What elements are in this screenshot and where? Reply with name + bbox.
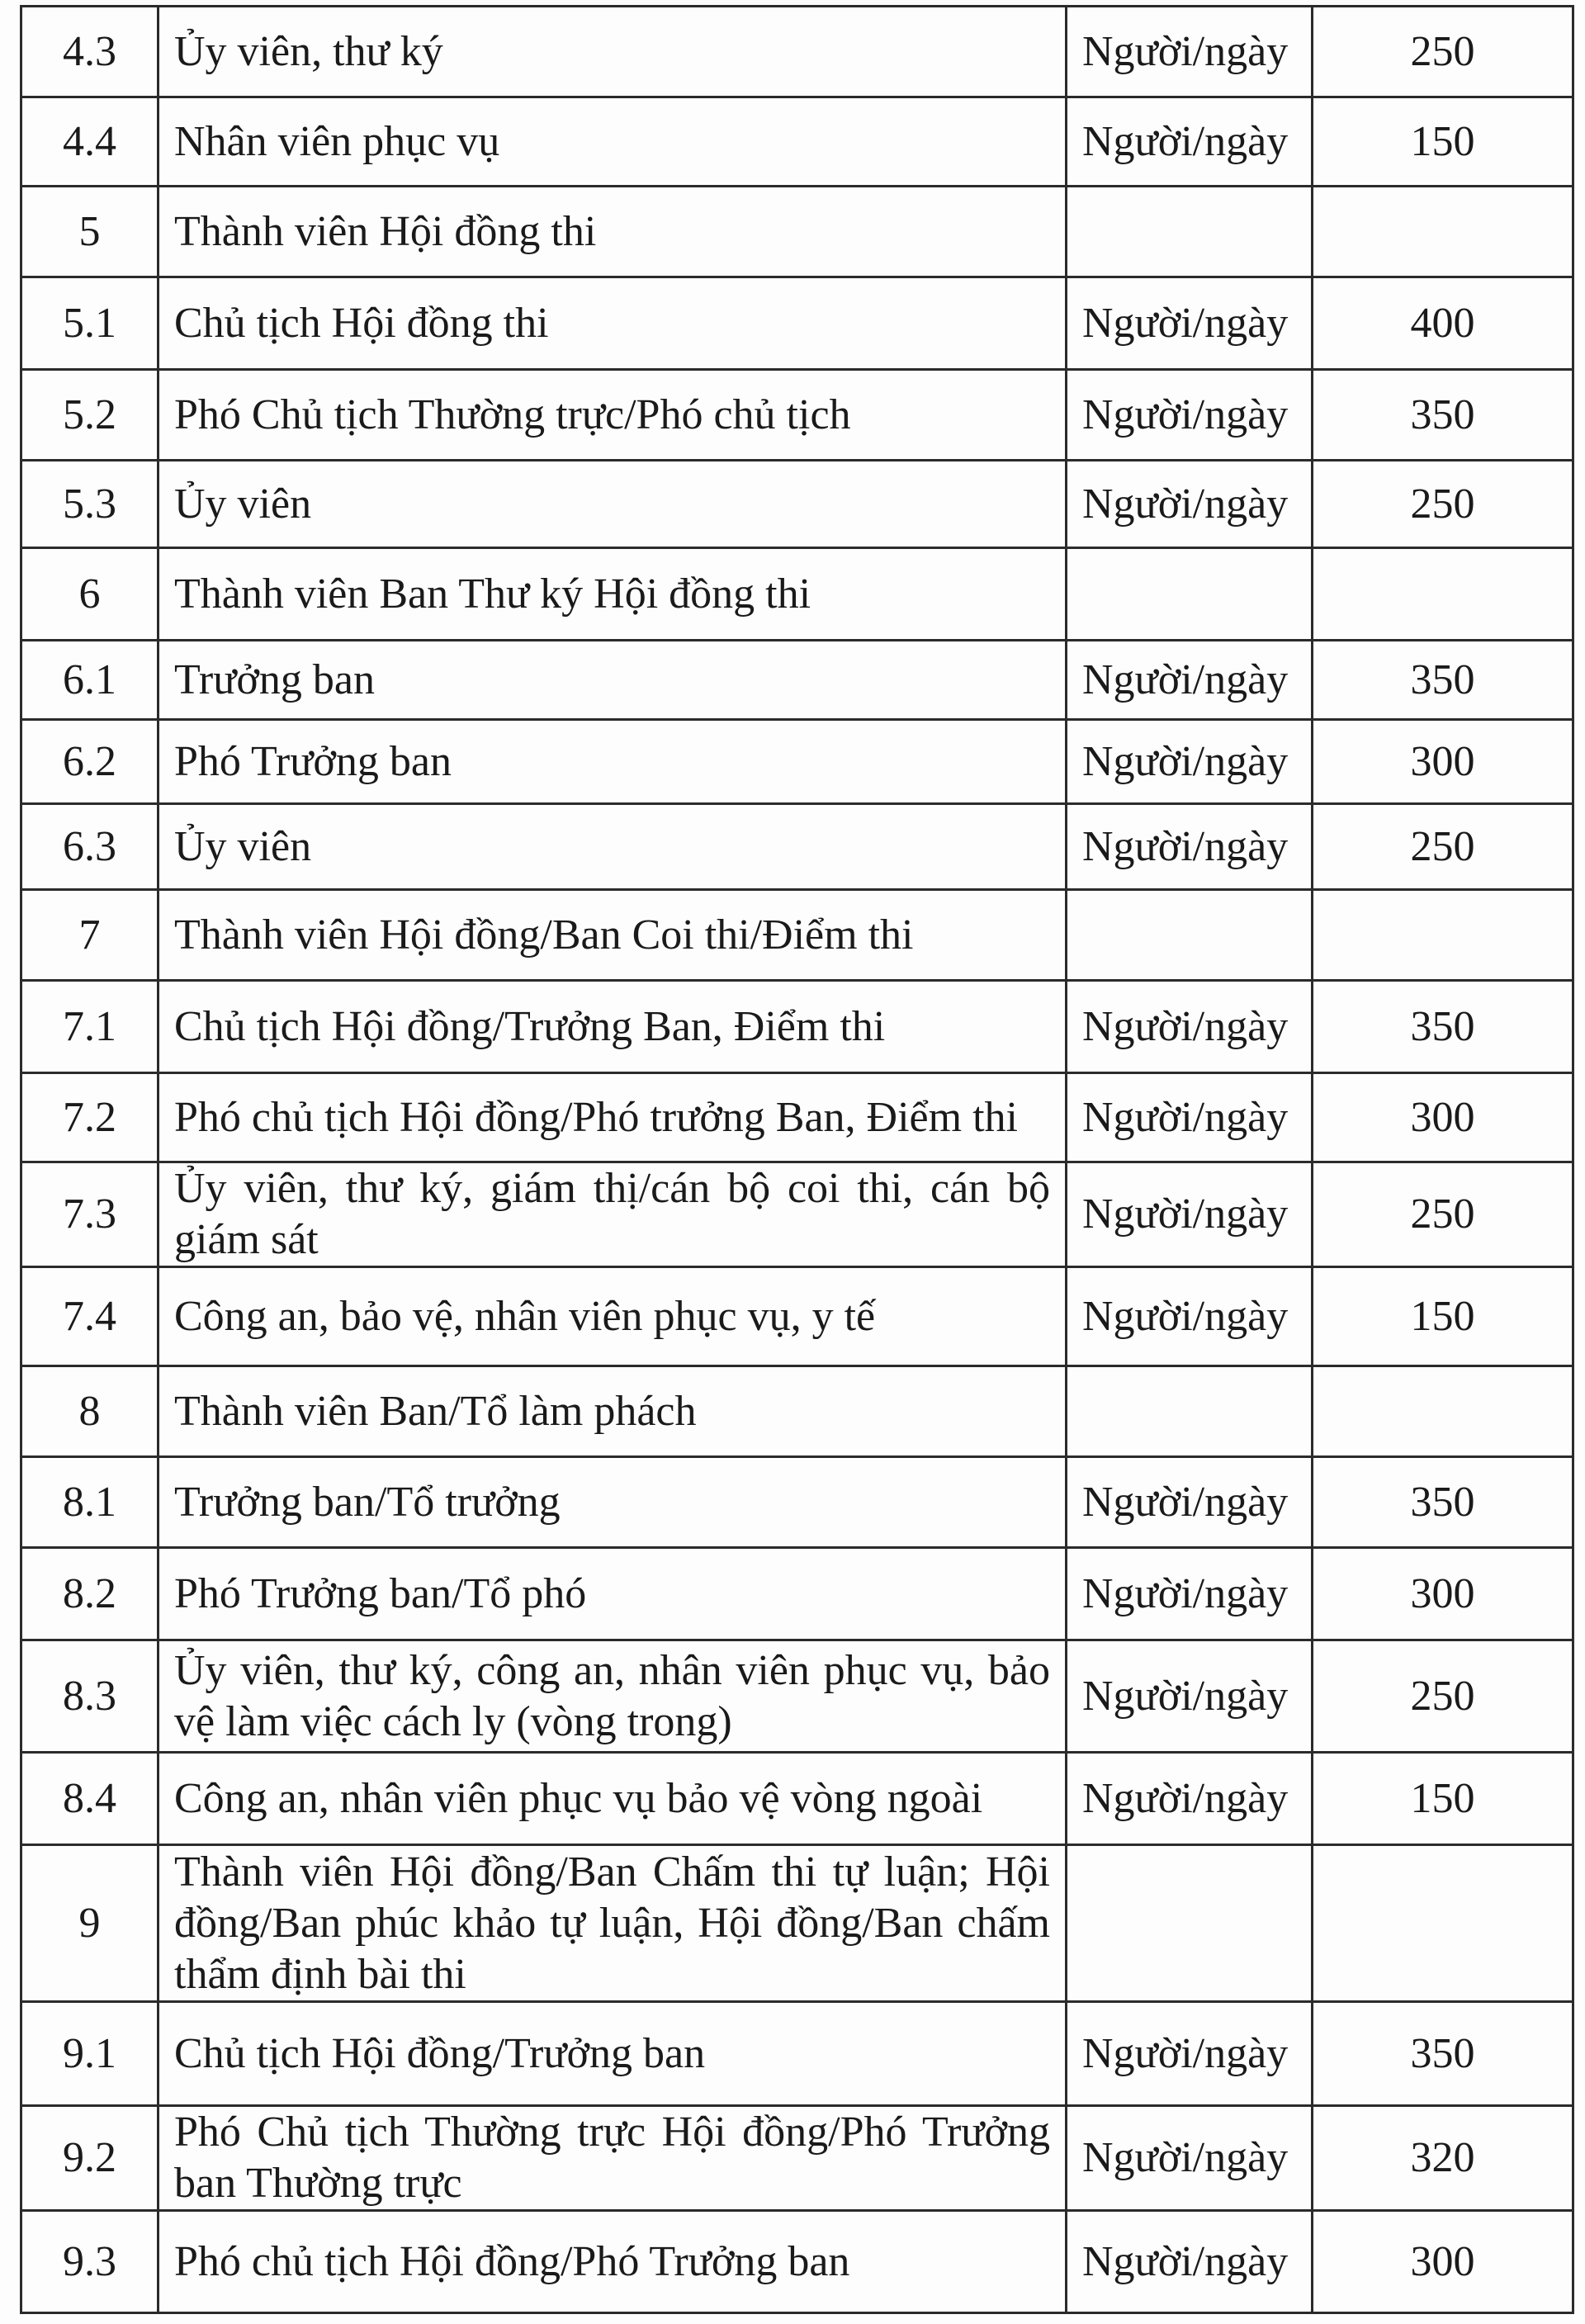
row-description: Chủ tịch Hội đồng/Trưởng Ban, Điểm thi	[158, 981, 1067, 1073]
row-description: Ủy viên, thư ký, giám thị/cán bộ coi thi, cán bộ giám sát	[158, 1162, 1067, 1267]
row-description: Ủy viên	[158, 461, 1067, 548]
row-unit	[1067, 187, 1313, 277]
row-unit	[1067, 1845, 1313, 2002]
allowance-table	[20, 5, 1574, 2314]
row-unit: Người/ngày	[1067, 277, 1313, 370]
row-amount: 250	[1313, 1162, 1573, 1267]
row-unit: Người/ngày	[1067, 1162, 1313, 1267]
table-row	[21, 2106, 1573, 2211]
row-amount	[1313, 1366, 1573, 1457]
row-description: Ủy viên, thư ký	[158, 7, 1067, 97]
row-number: 8.1	[21, 1457, 158, 1548]
row-amount: 350	[1313, 1457, 1573, 1548]
row-number: 7.2	[21, 1073, 158, 1162]
row-number: 8	[21, 1366, 158, 1457]
row-unit: Người/ngày	[1067, 1640, 1313, 1753]
row-unit: Người/ngày	[1067, 1753, 1313, 1845]
table-row	[21, 641, 1573, 720]
row-unit: Người/ngày	[1067, 2211, 1313, 2313]
row-description: Phó chủ tịch Hội đồng/Phó Trưởng ban	[158, 2211, 1067, 2313]
row-unit: Người/ngày	[1067, 1267, 1313, 1366]
table-row	[21, 1366, 1573, 1457]
row-unit: Người/ngày	[1067, 720, 1313, 804]
row-unit: Người/ngày	[1067, 1457, 1313, 1548]
row-number: 5	[21, 187, 158, 277]
table-row	[21, 461, 1573, 548]
table-row	[21, 1845, 1573, 2002]
row-amount: 400	[1313, 277, 1573, 370]
table-row	[21, 890, 1573, 981]
row-unit: Người/ngày	[1067, 641, 1313, 720]
row-number: 4.3	[21, 7, 158, 97]
table-row	[21, 1073, 1573, 1162]
row-number: 4.4	[21, 97, 158, 187]
table-row	[21, 548, 1573, 641]
row-amount: 320	[1313, 2106, 1573, 2211]
row-amount: 300	[1313, 1073, 1573, 1162]
table-row	[21, 97, 1573, 187]
row-unit: Người/ngày	[1067, 7, 1313, 97]
row-unit: Người/ngày	[1067, 2002, 1313, 2106]
row-description: Công an, bảo vệ, nhân viên phục vụ, y tế	[158, 1267, 1067, 1366]
row-amount: 350	[1313, 981, 1573, 1073]
row-description: Thành viên Hội đồng/Ban Coi thi/Điểm thi	[158, 890, 1067, 981]
row-description: Chủ tịch Hội đồng/Trưởng ban	[158, 2002, 1067, 2106]
row-description: Công an, nhân viên phục vụ bảo vệ vòng ngoài	[158, 1753, 1067, 1845]
row-number: 6.1	[21, 641, 158, 720]
row-number: 5.2	[21, 370, 158, 461]
row-unit: Người/ngày	[1067, 2106, 1313, 2211]
row-amount	[1313, 548, 1573, 641]
table-row	[21, 277, 1573, 370]
row-number: 6	[21, 548, 158, 641]
row-unit: Người/ngày	[1067, 97, 1313, 187]
row-unit	[1067, 1366, 1313, 1457]
row-number: 9.1	[21, 2002, 158, 2106]
row-amount	[1313, 890, 1573, 981]
row-description: Phó Chủ tịch Thường trực/Phó chủ tịch	[158, 370, 1067, 461]
row-number: 9.3	[21, 2211, 158, 2313]
row-amount: 250	[1313, 461, 1573, 548]
row-number: 8.3	[21, 1640, 158, 1753]
row-amount: 150	[1313, 97, 1573, 187]
row-number: 7	[21, 890, 158, 981]
row-unit: Người/ngày	[1067, 370, 1313, 461]
table-row	[21, 1640, 1573, 1753]
row-number: 7.1	[21, 981, 158, 1073]
table-row	[21, 1162, 1573, 1267]
table-row	[21, 804, 1573, 890]
row-number: 8.4	[21, 1753, 158, 1845]
row-number: 6.3	[21, 804, 158, 890]
row-amount: 250	[1313, 7, 1573, 97]
table-row	[21, 1548, 1573, 1640]
row-description: Nhân viên phục vụ	[158, 97, 1067, 187]
row-description: Thành viên Hội đồng thi	[158, 187, 1067, 277]
row-unit: Người/ngày	[1067, 461, 1313, 548]
row-amount: 350	[1313, 641, 1573, 720]
row-description: Phó Chủ tịch Thường trực Hội đồng/Phó Trưởng ban Thường trực	[158, 2106, 1067, 2211]
table-row	[21, 720, 1573, 804]
row-unit	[1067, 548, 1313, 641]
row-description: Trưởng ban/Tổ trưởng	[158, 1457, 1067, 1548]
table-row	[21, 2002, 1573, 2106]
row-number: 8.2	[21, 1548, 158, 1640]
row-description: Phó chủ tịch Hội đồng/Phó trưởng Ban, Điểm thi	[158, 1073, 1067, 1162]
row-amount: 150	[1313, 1267, 1573, 1366]
row-description: Thành viên Hội đồng/Ban Chấm thi tự luận; Hội đồng/Ban phúc khảo tự luận, Hội đồng/Ban chấm thẩm định bài thi	[158, 1845, 1067, 2002]
row-amount: 300	[1313, 1548, 1573, 1640]
row-number: 6.2	[21, 720, 158, 804]
row-unit: Người/ngày	[1067, 981, 1313, 1073]
row-number: 5.3	[21, 461, 158, 548]
row-amount	[1313, 187, 1573, 277]
row-description: Thành viên Ban Thư ký Hội đồng thi	[158, 548, 1067, 641]
row-amount	[1313, 1845, 1573, 2002]
table-row	[21, 1457, 1573, 1548]
table-row	[21, 370, 1573, 461]
row-amount: 350	[1313, 2002, 1573, 2106]
row-number: 7.3	[21, 1162, 158, 1267]
row-amount: 300	[1313, 720, 1573, 804]
row-number: 9	[21, 1845, 158, 2002]
row-amount: 250	[1313, 804, 1573, 890]
table-row	[21, 2211, 1573, 2313]
row-description: Ủy viên, thư ký, công an, nhân viên phục vụ, bảo vệ làm việc cách ly (vòng trong)	[158, 1640, 1067, 1753]
table-row	[21, 1267, 1573, 1366]
row-description: Chủ tịch Hội đồng thi	[158, 277, 1067, 370]
row-amount: 150	[1313, 1753, 1573, 1845]
table-row	[21, 7, 1573, 97]
row-description: Ủy viên	[158, 804, 1067, 890]
row-unit	[1067, 890, 1313, 981]
row-unit: Người/ngày	[1067, 1548, 1313, 1640]
row-number: 7.4	[21, 1267, 158, 1366]
table-row	[21, 1753, 1573, 1845]
table-row	[21, 981, 1573, 1073]
row-unit: Người/ngày	[1067, 1073, 1313, 1162]
row-description: Phó Trưởng ban	[158, 720, 1067, 804]
row-amount: 250	[1313, 1640, 1573, 1753]
row-number: 5.1	[21, 277, 158, 370]
row-number: 9.2	[21, 2106, 158, 2211]
row-amount: 350	[1313, 370, 1573, 461]
table-body	[21, 7, 1573, 2313]
row-description: Trưởng ban	[158, 641, 1067, 720]
row-description: Thành viên Ban/Tổ làm phách	[158, 1366, 1067, 1457]
row-amount: 300	[1313, 2211, 1573, 2313]
table-row	[21, 187, 1573, 277]
row-unit: Người/ngày	[1067, 804, 1313, 890]
row-description: Phó Trưởng ban/Tổ phó	[158, 1548, 1067, 1640]
